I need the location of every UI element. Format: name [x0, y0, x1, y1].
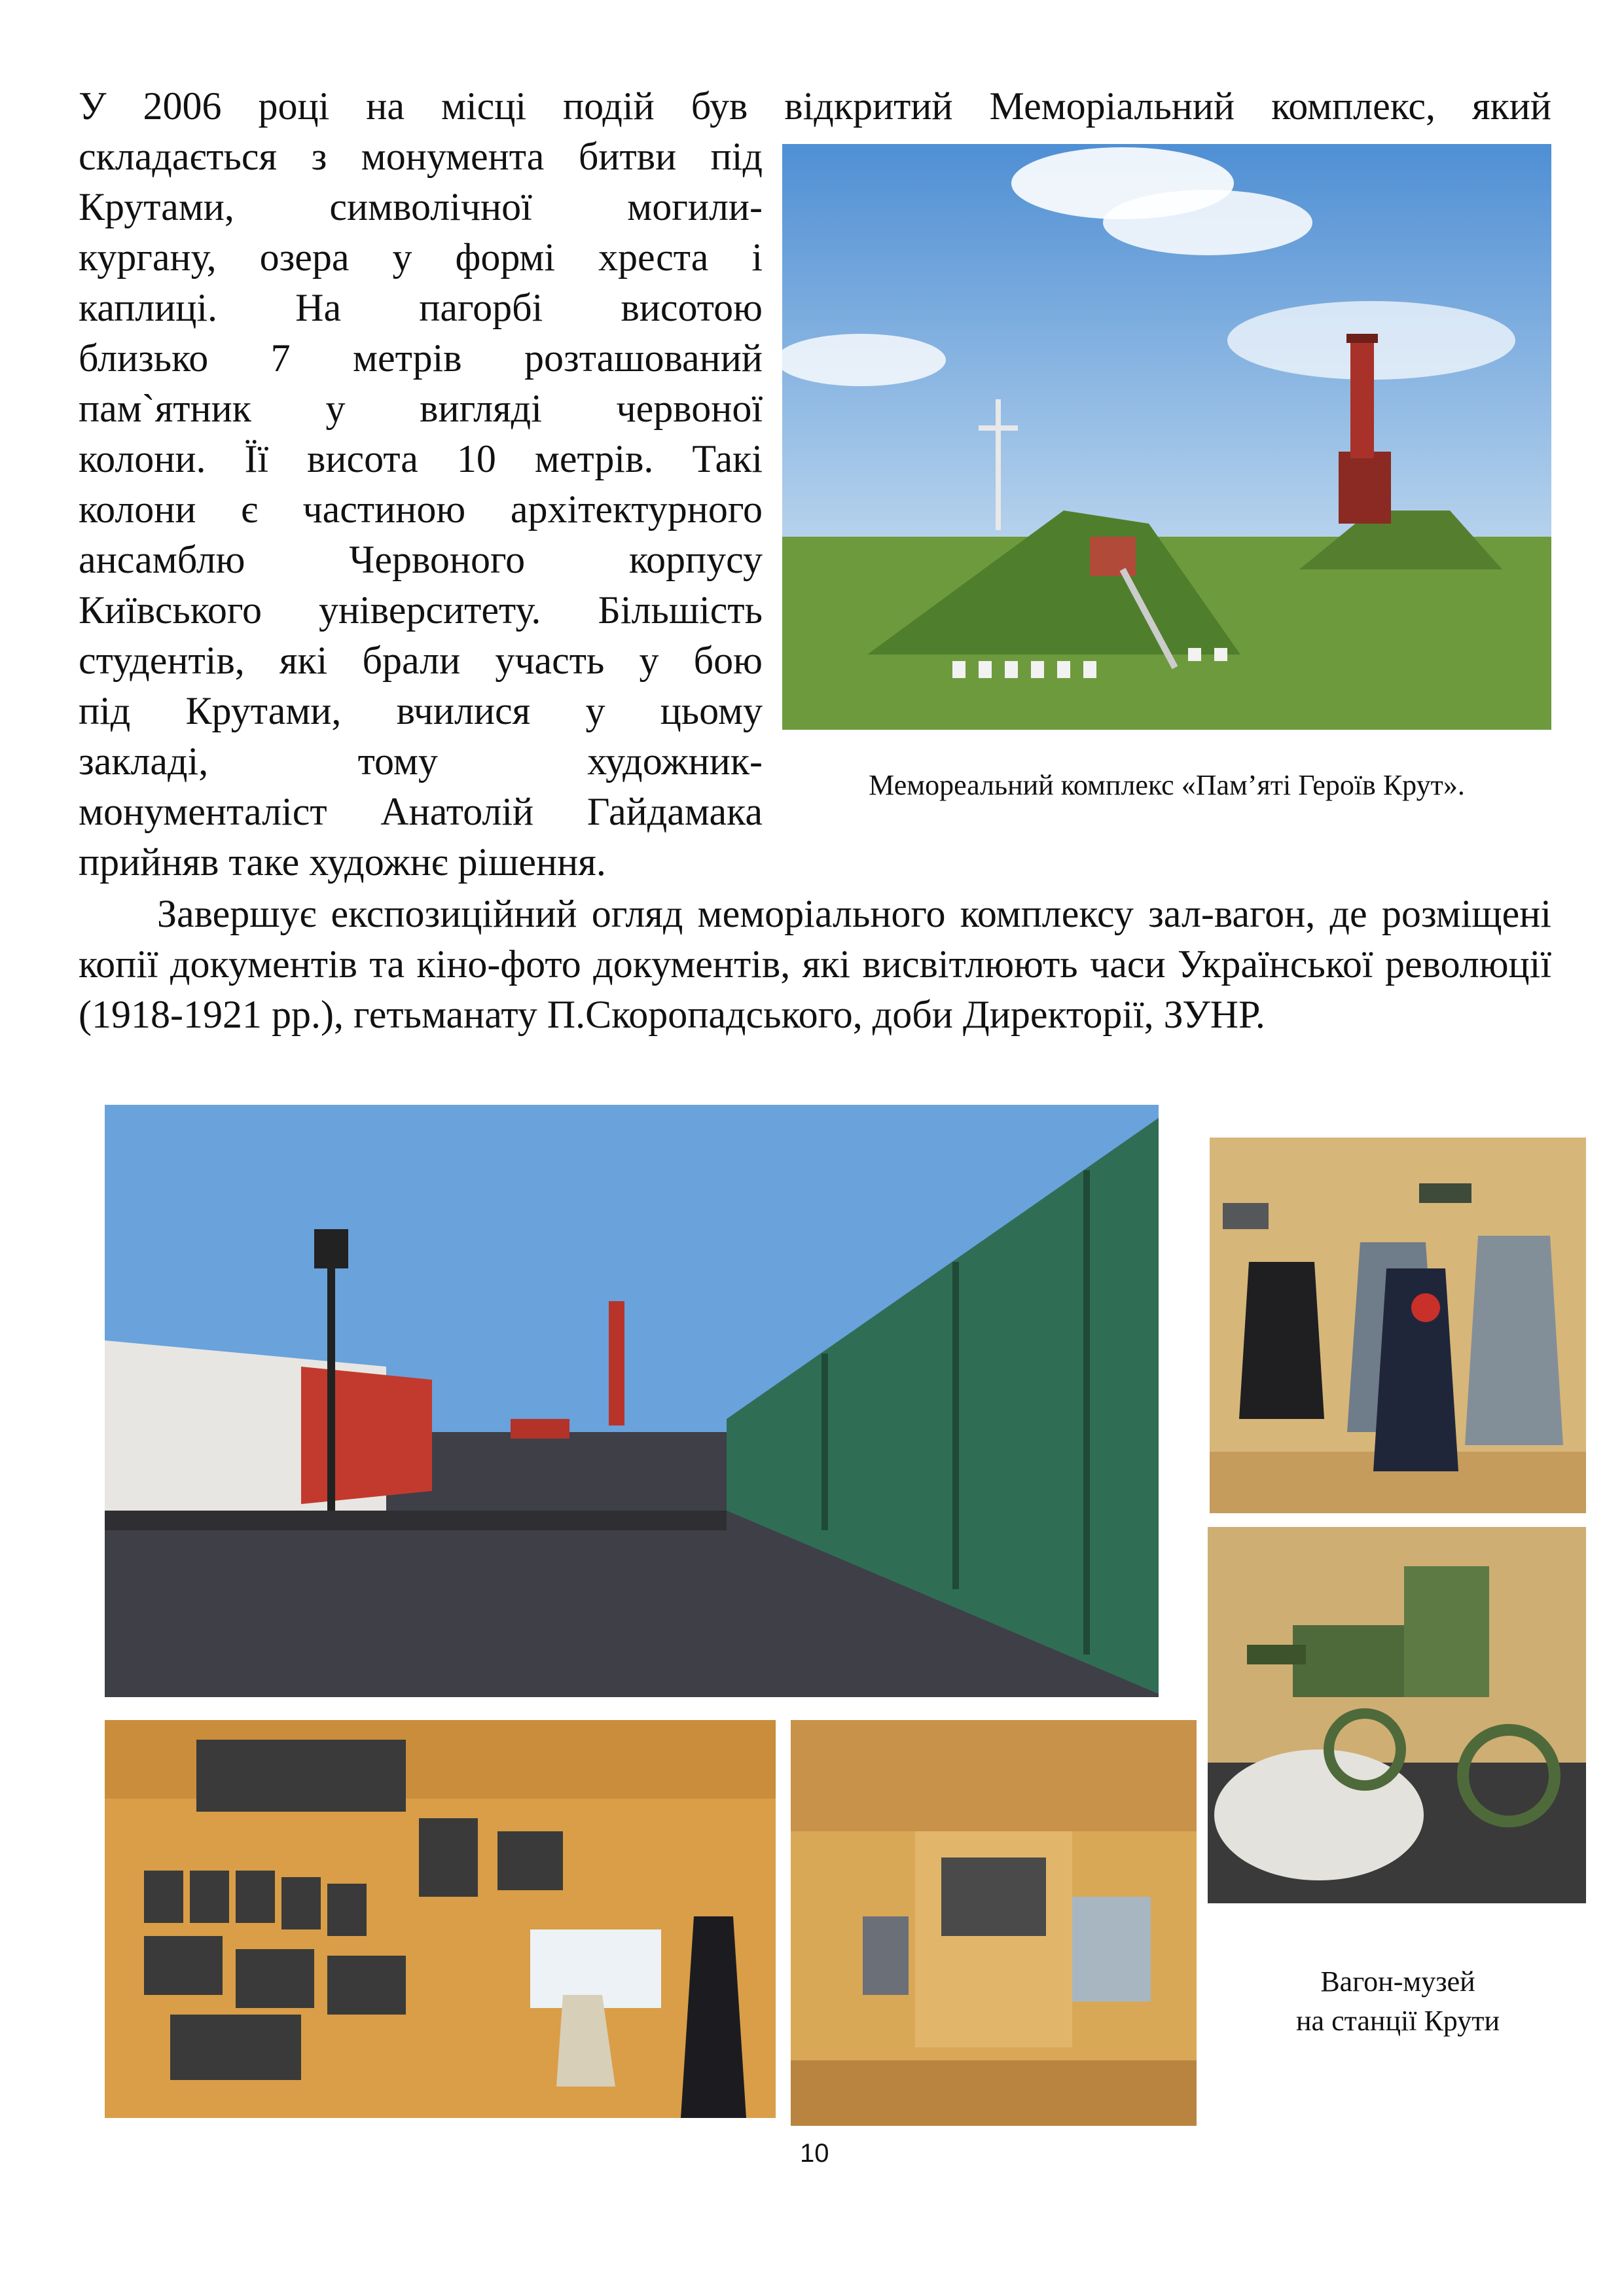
paragraph1-line: каплиці. На пагорбі висотою [79, 286, 763, 329]
paragraph1-line: кургану, озера у формі хреста і [79, 236, 763, 279]
paragraph2: Завершує експозиційний огляд меморіального комплексу зал-вагон, де розміщені копії документів та кіно-фото документів, які висвітлюють часи Української революції (1918-1921 рр.), гетьманату П.Скоропадського, доби Директорії, ЗУНР. [79, 892, 1551, 1036]
paragraph1-line: близько 7 метрів розташований [79, 336, 763, 380]
wagon-museum-caption [1210, 1962, 1586, 2041]
memorial-complex-photo [782, 144, 1551, 730]
paragraph1-line: Крутами, символічної могили- [79, 185, 763, 228]
caption-line-2: на станції Крути [1296, 2005, 1500, 2037]
memorial-photo-caption: Мемореальний комплекс «Пам’яті Героїв Крут». [869, 769, 1465, 801]
station-wagons-photo [105, 1105, 1159, 1697]
uniforms-exhibit-photo [1210, 1138, 1586, 1513]
paragraph1-line: ансамблю Червоного корпусу [79, 538, 763, 581]
page-number: 10 [800, 2139, 829, 2168]
paragraph1-line: студентів, які брали участь у бою [79, 639, 763, 682]
paragraph1-left-column [79, 132, 763, 837]
wagon-interior-photo [791, 1720, 1197, 2126]
paragraph1-line: колони. Її висота 10 метрів. Такі [79, 437, 763, 480]
paragraph1-last-line: прийняв таке художнє рішення. [79, 840, 606, 884]
paragraph1-line: Київського університету. Більшість [79, 588, 763, 632]
paragraph1-first-line: У 2006 році на місці подій був відкритий Меморіальний комплекс, який [79, 84, 1551, 128]
paragraph1-line: під Крутами, вчилися у цьому [79, 689, 763, 732]
machine-gun-exhibit-photo [1208, 1527, 1586, 1903]
paragraph1-line: складається з монумента битви під [79, 135, 763, 178]
paragraph1-line: пам`ятник у вигляді червоної [79, 387, 763, 430]
paragraph1-line: колони є частиною архітектурного [79, 488, 763, 531]
caption-line-1: Вагон-музей [1320, 1965, 1475, 1998]
wagon-exhibition-photos [105, 1720, 776, 2118]
paragraph1-line: монументаліст Анатолій Гайдамака [79, 790, 763, 833]
paragraph1-line: закладі, тому художник- [79, 740, 763, 783]
